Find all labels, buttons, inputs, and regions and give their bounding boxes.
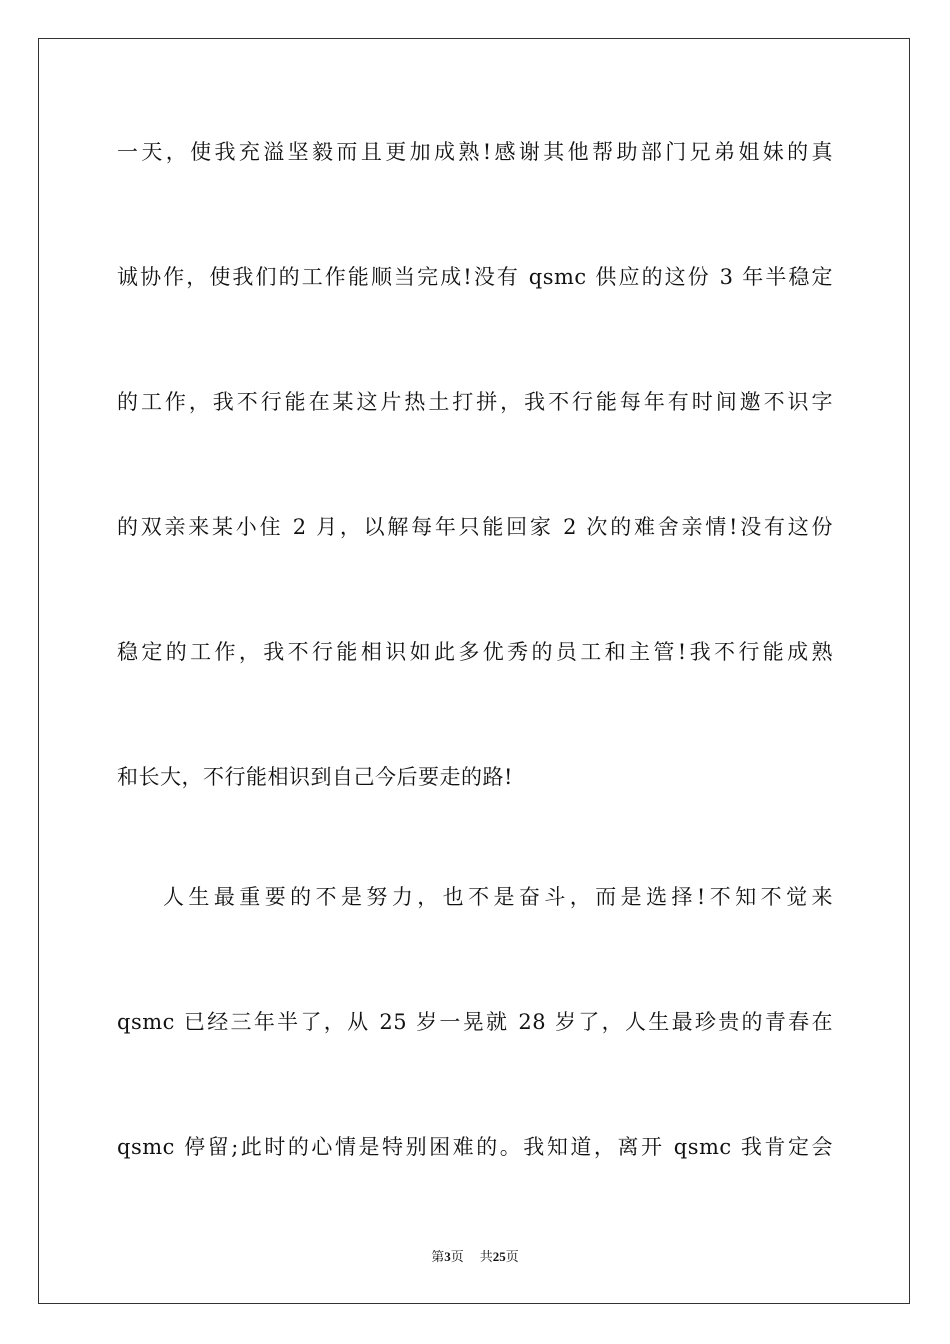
footer-page-suffix: 页 [450,1249,464,1264]
page-border [38,38,910,1304]
body-line-5: 稳定的工作，我不行能相识如此多优秀的员工和主管!我不行能成熟 [117,640,833,664]
body-line-4: 的双亲来某小住 2 月，以解每年只能回家 2 次的难舍亲情!没有这份 [117,515,833,539]
page-footer [0,1248,950,1266]
body-line-3: 的工作，我不行能在某这片热土打拼，我不行能每年有时间邀不识字 [117,390,833,414]
footer-total-prefix: 共 [479,1249,493,1264]
body-line-2: 诚协作，使我们的工作能顺当完成!没有 qsmc 供应的这份 3 年半稳定 [117,265,833,289]
body-line-7: 人生最重要的不是努力，也不是奋斗，而是选择!不知不觉来 [163,885,833,909]
body-line-1: 一天，使我充溢坚毅而且更加成熟!感谢其他帮助部门兄弟姐妹的真 [117,140,833,164]
body-line-8: qsmc 已经三年半了，从 25 岁一晃就 28 岁了，人生最珍贵的青春在 [117,1010,833,1034]
body-line-6: 和长大，不行能相识到自己今后要走的路! [117,765,513,789]
footer-page-number: 3 [444,1249,451,1264]
body-line-9: qsmc 停留;此时的心情是特别困难的。我知道，离开 qsmc 我肯定会 [117,1135,833,1159]
footer-total-suffix: 页 [505,1249,519,1264]
footer-page-prefix: 第 [431,1249,445,1264]
footer-total-number: 25 [492,1249,506,1264]
